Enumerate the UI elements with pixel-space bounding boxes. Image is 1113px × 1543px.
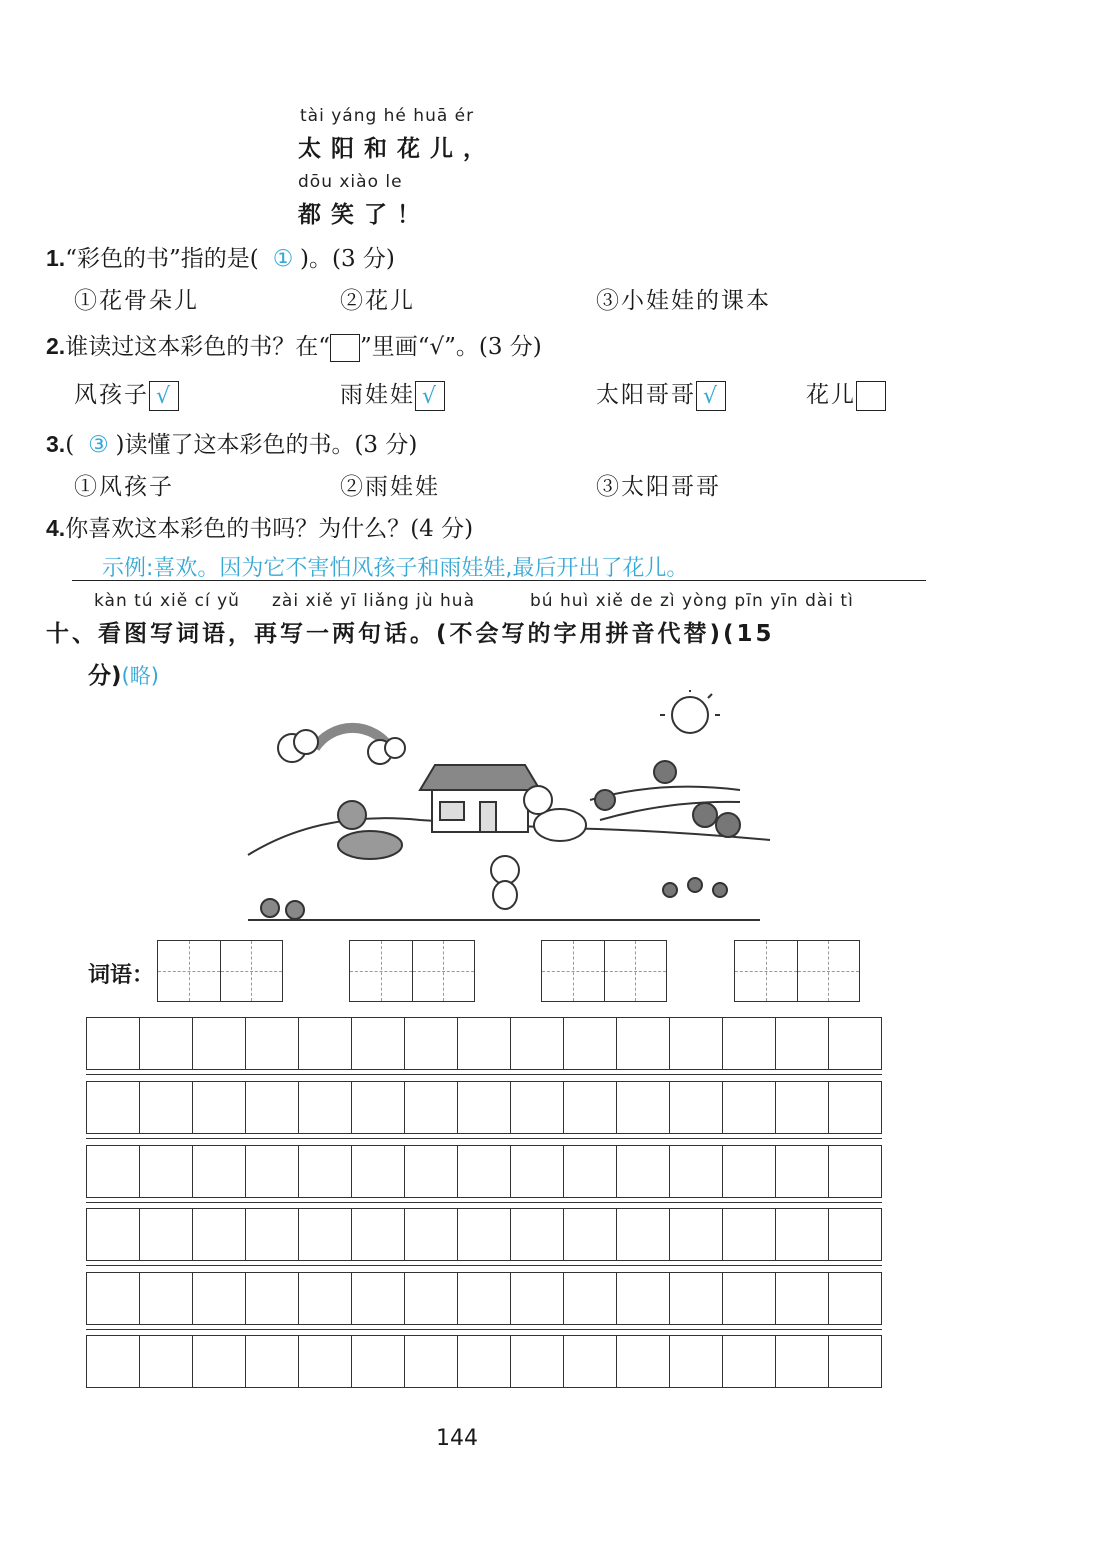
writing-cell[interactable] xyxy=(458,1336,511,1387)
writing-grid-row[interactable] xyxy=(86,1081,882,1134)
writing-cell[interactable] xyxy=(670,1018,723,1069)
cat-icon xyxy=(491,856,519,884)
answer-q4: 示例:喜欢。因为它不害怕风孩子和雨娃娃,最后开出了花儿。 xyxy=(102,556,689,581)
flower-icon xyxy=(663,883,677,897)
q2-item-2 xyxy=(340,376,445,411)
section-title: 十、看图写词语，再写一两句话。(不会写的字用拼音代替)(15 xyxy=(46,621,775,647)
writing-cell[interactable] xyxy=(246,1018,299,1069)
sun-icon xyxy=(672,697,708,733)
tree-icon xyxy=(693,803,717,827)
writing-grid-row[interactable] xyxy=(86,1017,882,1070)
writing-cell[interactable] xyxy=(246,1273,299,1324)
writing-cell[interactable] xyxy=(829,1273,881,1324)
item-label: 太阳哥哥 xyxy=(596,382,696,408)
writing-cell[interactable] xyxy=(246,1336,299,1387)
flower-icon xyxy=(688,878,702,892)
question-number: 4. xyxy=(46,515,66,541)
row-separator xyxy=(86,1074,882,1075)
writing-cell[interactable] xyxy=(776,1273,829,1324)
writing-cell[interactable] xyxy=(564,1146,617,1197)
writing-cell[interactable] xyxy=(511,1082,564,1133)
q3-option-2: ②雨娃娃 xyxy=(340,474,440,500)
item-label: 雨娃娃 xyxy=(340,382,415,408)
word-box-4[interactable] xyxy=(734,940,860,1002)
writing-cell[interactable] xyxy=(87,1336,140,1387)
writing-cell[interactable] xyxy=(140,1273,193,1324)
writing-cell[interactable] xyxy=(776,1146,829,1197)
writing-cell[interactable] xyxy=(87,1146,140,1197)
writing-cell[interactable] xyxy=(829,1209,881,1260)
q1-option-2: ②花儿 xyxy=(340,288,415,314)
q1-option-3: ③小娃娃的课本 xyxy=(596,288,771,314)
writing-cell[interactable] xyxy=(352,1273,405,1324)
question-1 xyxy=(46,240,395,273)
question-text: 你喜欢这本彩色的书吗？为什么？(4 分) xyxy=(65,516,474,542)
writing-cell[interactable] xyxy=(458,1018,511,1069)
answer-q3: ③ xyxy=(88,432,109,458)
writing-cell[interactable] xyxy=(87,1018,140,1069)
writing-cell[interactable] xyxy=(723,1273,776,1324)
check-box[interactable]: √ xyxy=(696,381,726,411)
row-separator xyxy=(86,1138,882,1139)
question-number: 2. xyxy=(46,333,66,359)
check-box[interactable]: √ xyxy=(415,381,445,411)
writing-cell[interactable] xyxy=(405,1336,458,1387)
q2-item-4 xyxy=(806,376,886,411)
writing-cell[interactable] xyxy=(829,1336,881,1387)
answer-q1: ① xyxy=(272,246,294,272)
writing-cell[interactable] xyxy=(511,1018,564,1069)
writing-cell[interactable] xyxy=(193,1336,246,1387)
writing-cell[interactable] xyxy=(617,1146,670,1197)
poem-line1: 太阳和花儿， xyxy=(298,135,496,162)
question-text: 谁读过这本彩色的书？在“ xyxy=(65,334,330,360)
writing-cell[interactable] xyxy=(140,1209,193,1260)
writing-cell[interactable] xyxy=(140,1082,193,1133)
check-box[interactable]: √ xyxy=(149,381,179,411)
writing-cell[interactable] xyxy=(723,1209,776,1260)
scene-illustration xyxy=(240,690,780,930)
q3-option-3: ③太阳哥哥 xyxy=(596,474,721,500)
tree-icon xyxy=(654,761,676,783)
writing-cell[interactable] xyxy=(723,1082,776,1133)
writing-cell[interactable] xyxy=(405,1146,458,1197)
writing-cell[interactable] xyxy=(352,1146,405,1197)
section-note: (略) xyxy=(121,664,159,688)
writing-cell[interactable] xyxy=(511,1336,564,1387)
writing-cell[interactable] xyxy=(352,1018,405,1069)
writing-cell[interactable] xyxy=(458,1209,511,1260)
paren: ( xyxy=(65,432,75,458)
writing-cell[interactable] xyxy=(617,1082,670,1133)
deer-icon xyxy=(338,831,402,859)
writing-grid-row[interactable] xyxy=(86,1208,882,1261)
writing-cell[interactable] xyxy=(405,1018,458,1069)
writing-cell[interactable] xyxy=(405,1082,458,1133)
writing-cell[interactable] xyxy=(140,1336,193,1387)
writing-cell[interactable] xyxy=(299,1273,352,1324)
writing-cell[interactable] xyxy=(246,1146,299,1197)
flower-icon xyxy=(713,883,727,897)
section-pinyin-2: zài xiě yī liǎng jù huà xyxy=(272,591,476,611)
tree-icon xyxy=(595,790,615,810)
question-text: )。(3 分) xyxy=(300,246,395,272)
writing-grid-row[interactable] xyxy=(86,1335,882,1388)
question-text: “彩色的书”指的是( xyxy=(65,246,259,272)
house-roof-icon xyxy=(420,765,540,790)
writing-cell[interactable] xyxy=(564,1082,617,1133)
writing-cell[interactable] xyxy=(617,1273,670,1324)
writing-cell[interactable] xyxy=(776,1018,829,1069)
section-pinyin-1: kàn tú xiě cí yǔ xyxy=(94,591,240,611)
poem-line2: 都笑了！ xyxy=(298,201,430,228)
question-number: 3. xyxy=(46,431,66,457)
writing-cell[interactable] xyxy=(405,1209,458,1260)
writing-cell[interactable] xyxy=(829,1018,881,1069)
writing-cell[interactable] xyxy=(193,1209,246,1260)
tree-icon xyxy=(716,813,740,837)
writing-cell[interactable] xyxy=(776,1336,829,1387)
writing-cell[interactable] xyxy=(87,1209,140,1260)
q2-item-3 xyxy=(596,376,726,411)
writing-cell[interactable] xyxy=(617,1336,670,1387)
item-label: 风孩子 xyxy=(74,382,149,408)
question-4 xyxy=(46,510,473,543)
writing-cell[interactable] xyxy=(670,1146,723,1197)
row-separator xyxy=(86,1265,882,1266)
writing-cell[interactable] xyxy=(458,1146,511,1197)
writing-cell[interactable] xyxy=(458,1273,511,1324)
writing-cell[interactable] xyxy=(617,1209,670,1260)
poem-line2-pinyin: dōu xiào le xyxy=(298,172,403,192)
word-box-1[interactable] xyxy=(157,940,283,1002)
writing-grid-row[interactable] xyxy=(86,1145,882,1198)
word-box-2[interactable] xyxy=(349,940,475,1002)
writing-cell[interactable] xyxy=(829,1146,881,1197)
writing-cell[interactable] xyxy=(564,1209,617,1260)
writing-cell[interactable] xyxy=(670,1273,723,1324)
poem-line1-pinyin: tài yáng hé huā ér xyxy=(300,106,475,126)
writing-cell[interactable] xyxy=(670,1082,723,1133)
writing-grid-row[interactable] xyxy=(86,1272,882,1325)
writing-cell[interactable] xyxy=(352,1082,405,1133)
question-3 xyxy=(46,426,417,459)
writing-cell[interactable] xyxy=(776,1082,829,1133)
question-number: 1. xyxy=(46,245,66,271)
writing-cell[interactable] xyxy=(723,1336,776,1387)
writing-cell[interactable] xyxy=(299,1209,352,1260)
writing-cell[interactable] xyxy=(458,1082,511,1133)
q3-option-1: ①风孩子 xyxy=(74,474,174,500)
writing-cell[interactable] xyxy=(511,1146,564,1197)
writing-cell[interactable] xyxy=(299,1146,352,1197)
writing-cell[interactable] xyxy=(405,1273,458,1324)
writing-cell[interactable] xyxy=(723,1018,776,1069)
writing-cell[interactable] xyxy=(246,1209,299,1260)
words-label: 词语： xyxy=(88,963,155,988)
writing-cell[interactable] xyxy=(352,1209,405,1260)
bush-icon xyxy=(261,899,279,917)
writing-cell[interactable] xyxy=(299,1336,352,1387)
item-label: 花儿 xyxy=(806,382,856,408)
writing-cell[interactable] xyxy=(246,1082,299,1133)
writing-cell[interactable] xyxy=(299,1082,352,1133)
writing-cell[interactable] xyxy=(193,1018,246,1069)
writing-cell[interactable] xyxy=(299,1018,352,1069)
writing-cell[interactable] xyxy=(723,1146,776,1197)
writing-cell[interactable] xyxy=(87,1273,140,1324)
writing-cell[interactable] xyxy=(193,1146,246,1197)
writing-cell[interactable] xyxy=(193,1273,246,1324)
writing-cell[interactable] xyxy=(87,1082,140,1133)
writing-cell[interactable] xyxy=(617,1018,670,1069)
writing-cell[interactable] xyxy=(140,1018,193,1069)
title-cont: 分) xyxy=(88,663,122,689)
writing-cell[interactable] xyxy=(140,1146,193,1197)
writing-cell[interactable] xyxy=(511,1209,564,1260)
page-number: 144 xyxy=(436,1426,478,1451)
question-text: ”里画“√”。(3 分) xyxy=(359,334,542,360)
writing-cell[interactable] xyxy=(776,1209,829,1260)
writing-cell[interactable] xyxy=(829,1082,881,1133)
row-separator xyxy=(86,1329,882,1330)
writing-cell[interactable] xyxy=(564,1336,617,1387)
word-box-3[interactable] xyxy=(541,940,667,1002)
writing-cell[interactable] xyxy=(670,1336,723,1387)
writing-cell[interactable] xyxy=(511,1273,564,1324)
row-separator xyxy=(86,1202,882,1203)
section-title-cont xyxy=(88,657,159,690)
writing-cell[interactable] xyxy=(352,1336,405,1387)
question-text: )读懂了这本彩色的书。(3 分) xyxy=(115,432,418,458)
check-box[interactable] xyxy=(856,381,886,411)
answer-line xyxy=(72,580,926,581)
writing-cell[interactable] xyxy=(670,1209,723,1260)
writing-cell[interactable] xyxy=(564,1273,617,1324)
question-2 xyxy=(46,328,542,362)
writing-cell[interactable] xyxy=(193,1082,246,1133)
section-pinyin-3: bú huì xiě de zì yòng pīn yīn dài tì xyxy=(530,591,854,611)
q2-item-1 xyxy=(74,376,179,411)
writing-cell[interactable] xyxy=(564,1018,617,1069)
q1-option-1: ①花骨朵儿 xyxy=(74,288,199,314)
example-checkbox xyxy=(330,334,360,362)
